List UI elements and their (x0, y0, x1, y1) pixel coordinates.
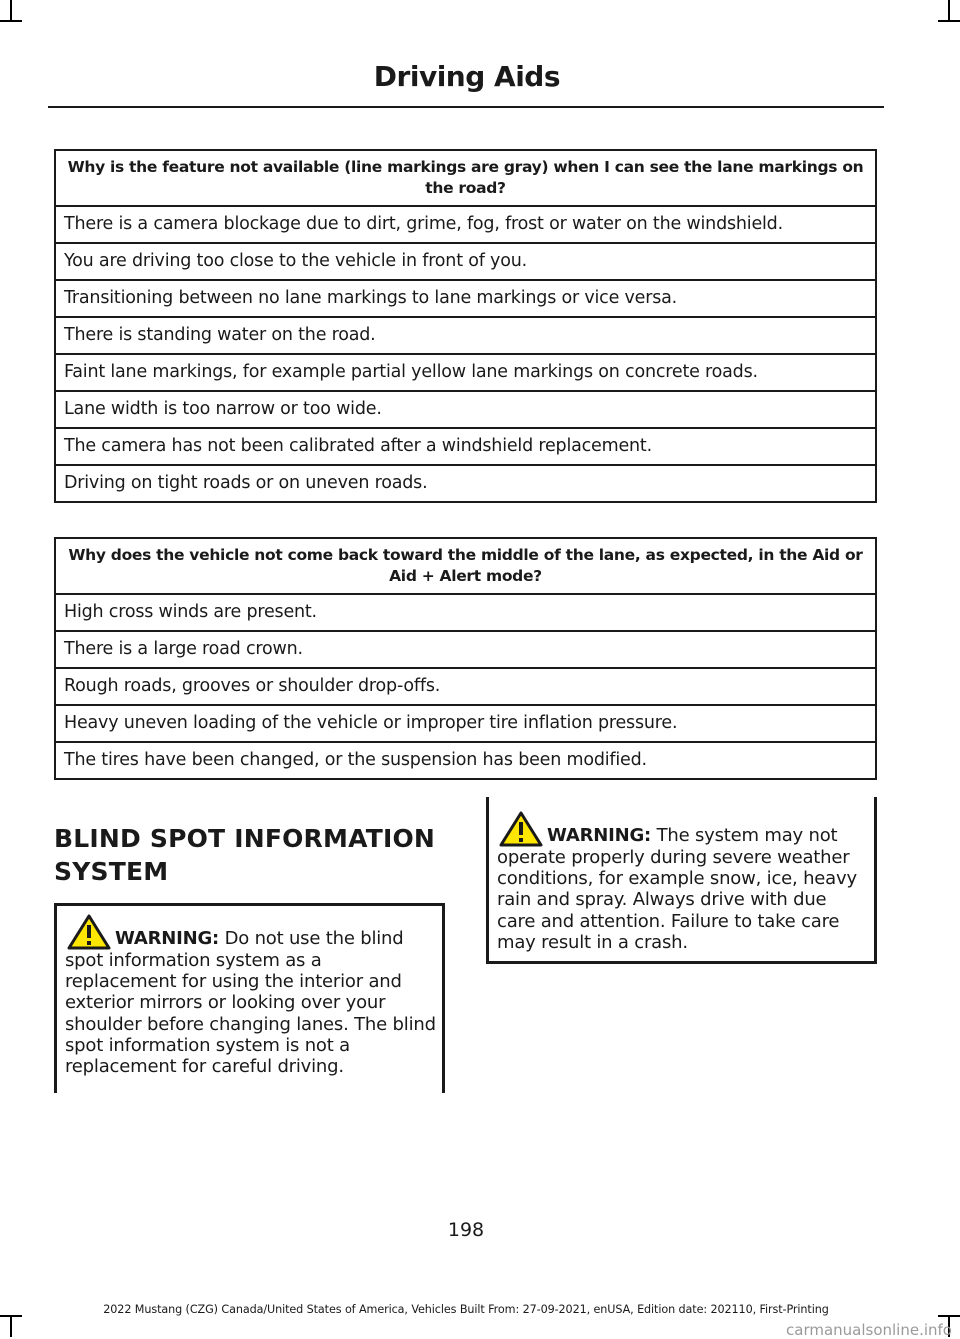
crop-mark-top-right (948, 0, 950, 22)
edition-footer: 2022 Mustang (CZG) Canada/United States of America, Vehicles Built From: 27-09-2021, enUSA, Edition date: 202110, First-Printing (103, 1303, 829, 1316)
lane-centering-table (54, 537, 877, 780)
warning-label: WARNING: (115, 928, 220, 949)
warning-text: The system may not operate properly during severe weather conditions, for example snow, ice, heavy rain and spray. Always drive with due care and attention. Failure to take care may result in a crash. (497, 825, 857, 953)
title-divider (48, 106, 884, 108)
crop-mark-bottom-left (10, 1315, 12, 1337)
table-row: Rough roads, grooves or shoulder drop-offs. (56, 669, 875, 706)
watermark: carmanualsonline.info (786, 1321, 952, 1339)
table-row: The tires have been changed, or the suspension has been modified. (64, 750, 647, 770)
warning-triangle-icon (67, 914, 111, 950)
warning-box (486, 797, 877, 964)
table-row: There is a camera blockage due to dirt, grime, fog, frost or water on the windshield. (56, 207, 875, 244)
table-row: Transitioning between no lane markings to lane markings or vice versa. (56, 281, 875, 318)
page-title: Driving Aids (373, 60, 560, 93)
section-heading: BLIND SPOT INFORMATION SYSTEM (54, 824, 436, 886)
lane-markings-unavailable-table (54, 149, 877, 503)
table-row: High cross winds are present. (56, 595, 875, 632)
crop-mark-top-right (938, 20, 960, 22)
warning-label: WARNING: (547, 825, 652, 846)
table-row: Driving on tight roads or on uneven roads. (64, 473, 428, 493)
warning-text: Do not use the blind spot information system as a replacement for using the interior and exterior mirrors or looking over your shoulder before changing lanes. The blind spot information system is not a replacement for careful driving. (65, 928, 436, 1078)
table-row: Lane width is too narrow or too wide. (56, 392, 875, 429)
table-heading: Why does the vehicle not come back toward the middle of the lane, as expected, in the Aid or Aid + Alert mode? (56, 539, 875, 595)
table-row: You are driving too close to the vehicle in front of you. (56, 244, 875, 281)
warning-box (54, 903, 445, 1093)
crop-mark-top-left (0, 20, 22, 22)
table-row: There is standing water on the road. (56, 318, 875, 355)
page-number: 198 (447, 1219, 485, 1241)
crop-mark-top-left (10, 0, 12, 22)
crop-mark-bottom-right (938, 1315, 960, 1317)
warning-triangle-icon (499, 811, 543, 847)
table-heading: Why is the feature not available (line markings are gray) when I can see the lane markings on the road? (56, 151, 875, 207)
table-row: There is a large road crown. (56, 632, 875, 669)
table-row: The camera has not been calibrated after a windshield replacement. (56, 429, 875, 466)
table-row: Heavy uneven loading of the vehicle or improper tire inflation pressure. (56, 706, 875, 743)
table-row: Faint lane markings, for example partial yellow lane markings on concrete roads. (56, 355, 875, 392)
